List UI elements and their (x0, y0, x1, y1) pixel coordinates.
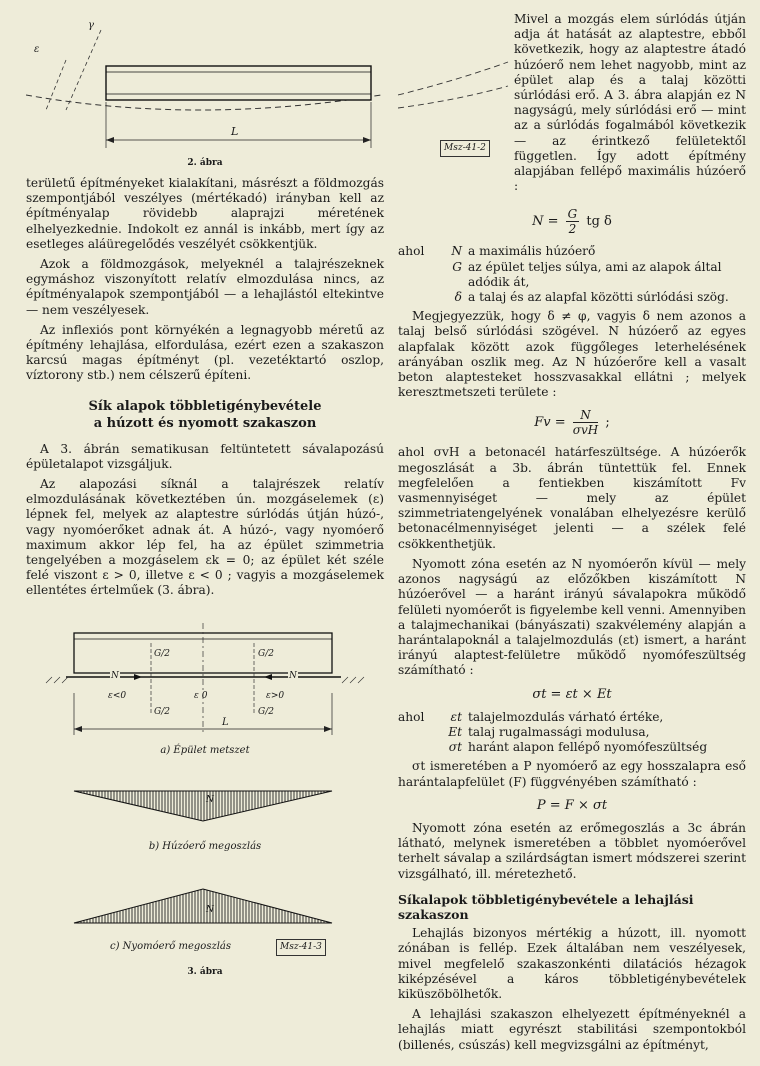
definition-row (398, 290, 746, 305)
definition-lead: ahol (398, 244, 425, 259)
definition-row (398, 244, 746, 259)
figure-3-stamp: Msz-41-3 (276, 939, 326, 956)
left-section-title (26, 398, 384, 432)
figure-2-drawing (26, 0, 384, 160)
formula-1-rhs: tg δ (586, 214, 612, 230)
right-paragraph-1: Mivel a mozgás elem súrlódás útján adja át hatását az alaptestre, ebből következik, hogy az alaptestre átadó húzóerő nem lehet nagyobb, mint az épület alap és a talaj közötti súrlódási erő. A 3. ábra alapján ez N nagyságú, mely súrlódási erő — mint az a súrlódás fogalmából következik — az érintkező felületektől független. Így adott építmény alapjában fellépő maximális húzóerő : (514, 12, 746, 194)
formula-1 (398, 207, 746, 236)
figure-3-g2-left: G/2 (154, 648, 170, 659)
right-intro (398, 0, 746, 199)
figure-2-caption: 2. ábra (187, 158, 223, 168)
figure-3-eps-pos: ε>0 (266, 690, 285, 701)
figure-3-n-compression: N (206, 904, 214, 915)
definition-symbol: N (451, 244, 462, 259)
figure-3-drawing (26, 613, 384, 983)
left-paragraph-4: A 3. ábrán sematikusan feltüntetett sávalapozású épületalapot vizsgáljuk. (26, 441, 384, 471)
left-section-title-line-2: a húzott és nyomott szakaszon (93, 415, 317, 431)
left-paragraph-2: Azok a földmozgások, melyeknél a talajrészeknek egymáshoz viszonyított relatív elmozdulása nincs, az építményalapok szempontjából — a lehajlástól eltekintve — nem veszélyesek. (26, 257, 384, 317)
right-paragraph-5: σt ismeretében a P nyomóerő az egy hosszalapra eső harántalapfelület (F) függvényében számítható : (398, 759, 746, 789)
svg-text:ε: ε (34, 44, 40, 55)
definition-list-2 (398, 710, 746, 756)
definition-lead (398, 740, 438, 755)
formula-4: P = F × σt (536, 797, 608, 813)
definition-symbol: G (452, 259, 462, 274)
figure-3c-caption: c) Nyomóerő megoszlás (110, 940, 232, 952)
figure-2 (26, 0, 384, 172)
figure-3 (26, 613, 384, 983)
left-paragraph-1: területű építményeket kialakítani, másrészt a földmozgás szempontjából veszélyes (mértékadó) irányban kell az építményalap rövidebb alaprajzi méretének elhelyezkednie. Indokolt ez annál is inkább, mert így az esetleges aláüregelődés veszélyét csökkentjük. (26, 176, 384, 251)
definition-symbol: εt (450, 709, 462, 724)
figure-2-stamp: Msz-41-2 (440, 140, 490, 157)
right-paragraph-2: Megjegyezzük, hogy δ ≠ φ, vagyis δ nem azonos a talaj belső súrlódási szögével. N húzóerő az egyes alapfalak között azok függőleges leterhelésének arányában oszlik meg. Az N húzóerőre kell a vasalt beton alaptesteket hosszvasakkal ellátni ; melyek keresztmetszeti területe : (398, 309, 746, 400)
formula-2-fraction (573, 408, 598, 437)
figure-3a-caption: a) Épület metszet (160, 744, 250, 756)
formula-1-lhs: N = (532, 214, 559, 230)
figure-3-n-right: N (288, 669, 298, 684)
figure-3b-caption: b) Húzóerő megoszlás (148, 840, 262, 852)
formula-2-denominator: σvH (572, 423, 599, 438)
figure-2-curve-continuation (398, 0, 514, 150)
figure-3-L-label: L (222, 716, 229, 728)
figure-3-eps-zero: ε 0 (194, 690, 208, 701)
right-column (398, 0, 746, 1058)
definition-row (398, 260, 746, 290)
right-paragraph-8: A lehajlási szakaszon elhelyezett építményeknél a lehajlás miatt egyrészt stabilitási szempontokból (billenés, csúszás) kell megvizsgálni az építményt, (398, 1007, 746, 1052)
svg-text:γ: γ (88, 20, 94, 31)
definition-lead (398, 725, 438, 740)
right-paragraph-6: Nyomott zóna esetén az erőmegoszlás a 3c ábrán látható, melynek ismeretében a többlet nyomóerővel terhelt sávalap a szilárdságtan ismert módszerei szerint vizsgálható, ill. méretezhető. (398, 820, 746, 881)
definition-row (398, 725, 746, 740)
formula-1-numerator: G (567, 207, 578, 222)
definition-lead (398, 260, 438, 290)
formula-2-rhs: ; (605, 415, 610, 431)
figure-3-g2-right: G/2 (258, 648, 274, 659)
definition-text: az épület teljes súlya, ami az alapok által adódik át, (468, 259, 722, 289)
figure-3-g2-bottom-left: G/2 (154, 706, 170, 717)
definition-list-1 (398, 244, 746, 305)
definition-text: talaj rugalmassági modulusa, (468, 724, 650, 739)
formula-3: σt = εt × Et (532, 686, 612, 702)
formula-2-lhs: Fv = (534, 415, 566, 431)
left-column (26, 0, 384, 983)
figure-2-L-label: L (231, 125, 239, 138)
definition-row (398, 740, 746, 755)
definition-text: talajelmozdulás várható értéke, (468, 709, 664, 724)
definition-symbol: δ (454, 290, 462, 305)
figure-3-n-left: N (110, 669, 120, 684)
left-paragraph-5: Az alapozási síknál a talajrészek relatív elmozdulásának következtében ún. mozgáselemek (ε) lépnek fel, melyek az alaptestre súrlódás útján húzó-, vagy nyomóerőket adnak át. A húzó-, vagy nyomóerő maximum akkor lép fel, ha az épület szimmetria tengelyében a mozgáselem εk = 0; az épület két széle felé viszont ε > 0, illetve ε < 0 ; vagyis a mozgáselemek ellentétes értelműek (3. ábra). (26, 477, 384, 598)
definition-lead: ahol (398, 709, 425, 724)
formula-1-denominator: 2 (568, 222, 577, 237)
formula-1-fraction (566, 207, 580, 236)
right-paragraph-7: Lehajlás bizonyos mértékig a húzott, ill. nyomott zónában is fellép. Ezek általában nem veszélyesek, mivel megfelelő szakaszonkénti dilatációs hézagok kiképzésével a káros többletigénybevételek kiküszöbölhetők. (398, 926, 746, 1001)
right-paragraph-4: Nyomott zóna esetén az N nyomóerőn kívül — mely azonos nagyságú az előzőkben kiszámított N húzóerővel — a haránt irányú sávalapokra működő felületi nyomóerőt is figyelembe kell venni. Amennyiben a talajmechanikai (bányászati) szakvélemény alapján a harántalapoknál a talajelmozdulás (εt) ismert, a haránt irányú alaptest-felületre működő nyomófeszültség számítható : (398, 556, 746, 678)
right-section-title: Síkalapok többletigénybevétele a lehajlási szakaszon (398, 891, 694, 922)
figure-3-eps-neg: ε<0 (108, 690, 127, 701)
formula-2-numerator: N (573, 408, 598, 423)
left-section-title-line-1: Sík alapok többletigénybevétele (88, 398, 322, 414)
definition-row (398, 710, 746, 725)
figure-3-g2-bottom-right: G/2 (258, 706, 274, 717)
definition-text: a maximális húzóerő (468, 244, 596, 259)
figure-3-n-tension: N (206, 794, 214, 805)
figure-3-caption: 3. ábra (187, 966, 223, 977)
left-paragraph-3: Az inflexiós pont környékén a legnagyobb méretű az építmény lehajlása, elfordulása, ezért ezen a szakaszon karcsú magas építményt (pl. vezetéktartó oszlop, víztorony stb.) nem célszerű építeni. (26, 322, 384, 383)
right-figure-margin (398, 0, 514, 199)
definition-symbol: Et (448, 724, 462, 739)
right-paragraph-3: ahol σvH a betonacél határfeszültsége. A húzóerők megoszlását a 3b. ábrán tüntettük fel. Ennek megfelelően a fentiekben kiszámított Fv vasmennyiséget — mely az épület szimmetriatengelyének vonalában elhelyezésre kerülő betonacélmennyiséget jelenti — a szélek felé csökkenthetjük. (398, 445, 746, 551)
definition-symbol: σt (448, 740, 462, 755)
definition-text: a talaj és az alapfal közötti súrlódási szög. (468, 290, 729, 305)
formula-2 (398, 408, 746, 437)
definition-lead (398, 290, 438, 305)
definition-text: haránt alapon fellépő nyomófeszültség (468, 740, 708, 755)
